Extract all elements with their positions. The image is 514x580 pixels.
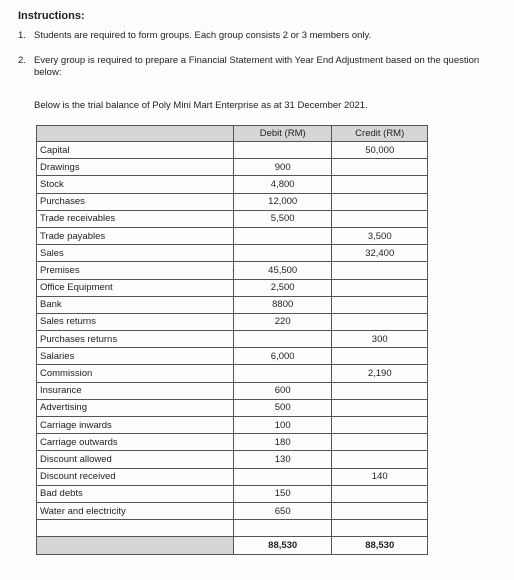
table-header-row [37, 126, 428, 142]
instruction-text: Every group is required to prepare a Financial Statement with Year End Adjustment based on the question below: [34, 55, 480, 78]
total-row [37, 537, 428, 554]
account-cell: Bad debts [37, 485, 234, 502]
account-cell: Water and electricity [37, 502, 234, 519]
table-row [37, 245, 428, 262]
table-row [37, 502, 428, 519]
credit-cell [332, 159, 428, 176]
credit-cell: 3,500 [332, 227, 428, 244]
table-row [37, 193, 428, 210]
credit-cell [332, 296, 428, 313]
header-account [37, 126, 234, 142]
account-cell: Purchases [37, 193, 234, 210]
table-row [37, 365, 428, 382]
debit-cell [233, 468, 332, 485]
debit-cell: 150 [233, 485, 332, 502]
table-row [37, 417, 428, 434]
table-body [37, 142, 428, 555]
debit-cell: 12,000 [233, 193, 332, 210]
debit-cell: 2,500 [233, 279, 332, 296]
credit-cell [332, 262, 428, 279]
account-cell: Commission [37, 365, 234, 382]
total-label-cell [37, 537, 234, 554]
account-cell: Sales returns [37, 313, 234, 330]
debit-cell: 8800 [233, 296, 332, 313]
credit-cell [332, 176, 428, 193]
debit-cell [233, 227, 332, 244]
instruction-number: 1. [18, 30, 26, 41]
table-row [37, 485, 428, 502]
blank-row [37, 520, 428, 537]
table-row [37, 468, 428, 485]
table-row [37, 331, 428, 348]
total-debit-cell: 88,530 [233, 537, 332, 554]
debit-cell: 650 [233, 502, 332, 519]
account-cell: Advertising [37, 399, 234, 416]
credit-cell: 300 [332, 331, 428, 348]
credit-cell: 2,190 [332, 365, 428, 382]
debit-cell [233, 331, 332, 348]
debit-cell [233, 142, 332, 159]
account-cell: Purchases returns [37, 331, 234, 348]
debit-cell: 180 [233, 434, 332, 451]
credit-cell: 50,000 [332, 142, 428, 159]
account-cell: Salaries [37, 348, 234, 365]
trial-balance-intro: Below is the trial balance of Poly Mini Mart Enterprise as at 31 December 2021. [34, 100, 368, 111]
account-cell: Discount allowed [37, 451, 234, 468]
total-credit-cell: 88,530 [332, 537, 428, 554]
table-row [37, 279, 428, 296]
account-cell: Insurance [37, 382, 234, 399]
credit-cell [332, 485, 428, 502]
credit-cell [332, 313, 428, 330]
account-cell: Premises [37, 262, 234, 279]
debit-cell: 500 [233, 399, 332, 416]
account-cell: Carriage outwards [37, 434, 234, 451]
credit-cell [332, 210, 428, 227]
credit-cell [332, 434, 428, 451]
table-row [37, 227, 428, 244]
credit-cell [332, 348, 428, 365]
debit-cell: 100 [233, 417, 332, 434]
credit-cell: 32,400 [332, 245, 428, 262]
table-row [37, 382, 428, 399]
instruction-text: Students are required to form groups. Each group consists 2 or 3 members only. [34, 30, 372, 41]
table-row [37, 451, 428, 468]
table-row [37, 176, 428, 193]
debit-cell: 5,500 [233, 210, 332, 227]
table-row [37, 313, 428, 330]
header-debit: Debit (RM) [233, 126, 332, 142]
account-cell: Sales [37, 245, 234, 262]
account-cell: Drawings [37, 159, 234, 176]
account-cell: Trade receivables [37, 210, 234, 227]
debit-cell: 4,800 [233, 176, 332, 193]
credit-cell [332, 417, 428, 434]
instruction-number: 2. [18, 55, 26, 66]
account-cell: Bank [37, 296, 234, 313]
blank-cell [332, 520, 428, 537]
debit-cell [233, 245, 332, 262]
instructions-heading: Instructions: [18, 10, 85, 22]
account-cell: Trade payables [37, 227, 234, 244]
debit-cell: 900 [233, 159, 332, 176]
blank-cell [233, 520, 332, 537]
header-credit: Credit (RM) [332, 126, 428, 142]
credit-cell [332, 279, 428, 296]
table-row [37, 296, 428, 313]
stray-mark: . [232, 264, 235, 273]
debit-cell: 600 [233, 382, 332, 399]
credit-cell [332, 399, 428, 416]
debit-cell [233, 365, 332, 382]
credit-cell [332, 502, 428, 519]
debit-cell: 220 [233, 313, 332, 330]
account-cell: Discount received [37, 468, 234, 485]
debit-cell: 6,000 [233, 348, 332, 365]
debit-cell: 45,500 [233, 262, 332, 279]
table-row [37, 159, 428, 176]
account-cell: Office Equipment [37, 279, 234, 296]
account-cell: Capital [37, 142, 234, 159]
table-row [37, 348, 428, 365]
table-row [37, 399, 428, 416]
credit-cell [332, 451, 428, 468]
account-cell: Stock [37, 176, 234, 193]
blank-cell [37, 520, 234, 537]
credit-cell [332, 193, 428, 210]
trial-balance-table [36, 125, 428, 555]
table-row [37, 142, 428, 159]
credit-cell: 140 [332, 468, 428, 485]
account-cell: Carriage inwards [37, 417, 234, 434]
credit-cell [332, 382, 428, 399]
table-row [37, 434, 428, 451]
debit-cell: 130 [233, 451, 332, 468]
table-row [37, 210, 428, 227]
